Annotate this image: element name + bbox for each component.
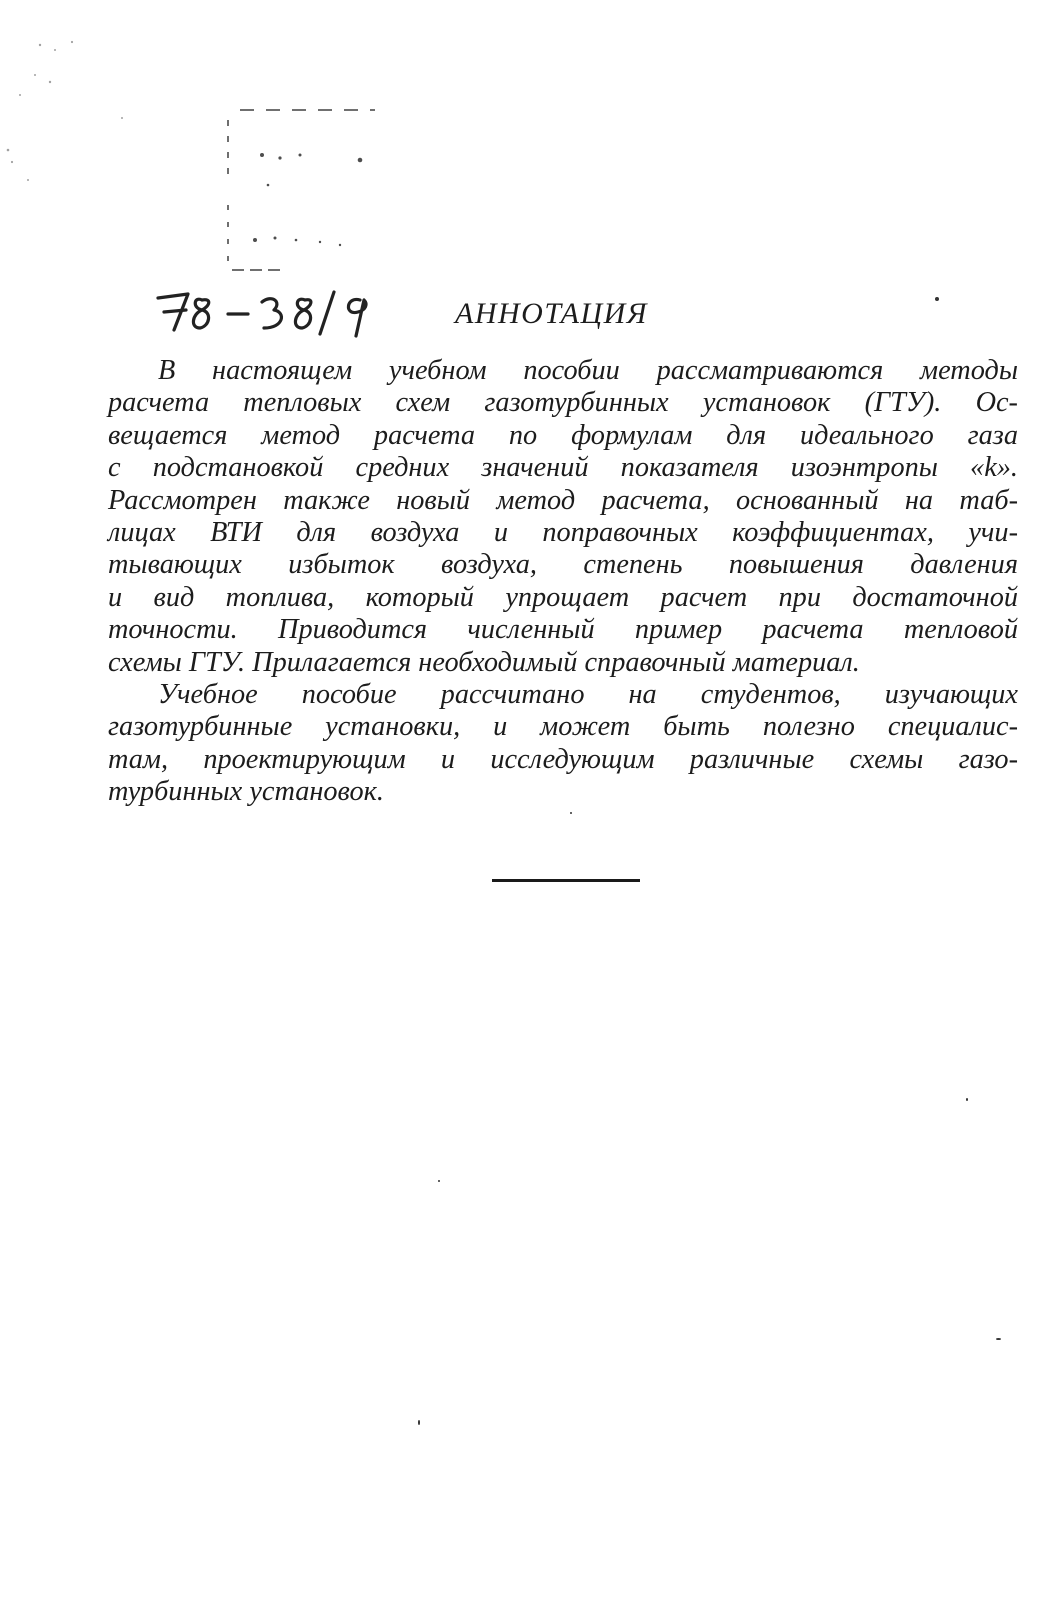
text-line: расчета тепловых схем газотурбинных установок (ГТУ). Ос- — [108, 387, 1018, 419]
annotation-heading: АННОТАЦИЯ — [455, 297, 648, 330]
paper-speck — [570, 812, 572, 814]
text-line: Учебное пособие рассчитано на студентов, изучающих — [158, 679, 1018, 711]
paper-speck — [966, 1098, 968, 1101]
text-line: лицах ВТИ для воздуха и поправочных коэффициентах, учи- — [108, 517, 1018, 549]
faded-stamp-marks — [0, 20, 380, 280]
text-line: тывающих избыток воздуха, степень повышения давления — [108, 549, 1018, 581]
text-line: схемы ГТУ. Прилагается необходимый справочный материал. — [108, 646, 860, 678]
text-line: Рассмотрен также новый метод расчета, основанный на таб- — [108, 484, 1018, 516]
text-line: вещается метод расчета по формулам для идеального газа — [108, 419, 1018, 451]
text-line: В настоящем учебном пособии рассматриваются методы — [158, 355, 1018, 386]
paper-speck — [438, 1180, 440, 1182]
paper-speck — [418, 1420, 420, 1425]
text-line: с подстановкой средних значений показателя изоэнтропы «k». — [108, 452, 1018, 484]
section-divider — [492, 879, 640, 882]
text-line: там, проектирующим и исследующим различные схемы газо- — [108, 743, 1018, 775]
paper-speck — [935, 297, 939, 301]
annotation-body — [108, 355, 1018, 809]
handwritten-catalog-number — [150, 278, 400, 348]
text-line: газотурбинные установки, и может быть полезно специалис- — [108, 711, 1018, 743]
text-line: точности. Приводится численный пример расчета тепловой — [108, 614, 1018, 646]
paper-speck — [996, 1338, 1001, 1340]
text-line: турбинных установок. — [108, 776, 384, 808]
text-line: и вид топлива, который упрощает расчет при достаточной — [108, 581, 1018, 613]
